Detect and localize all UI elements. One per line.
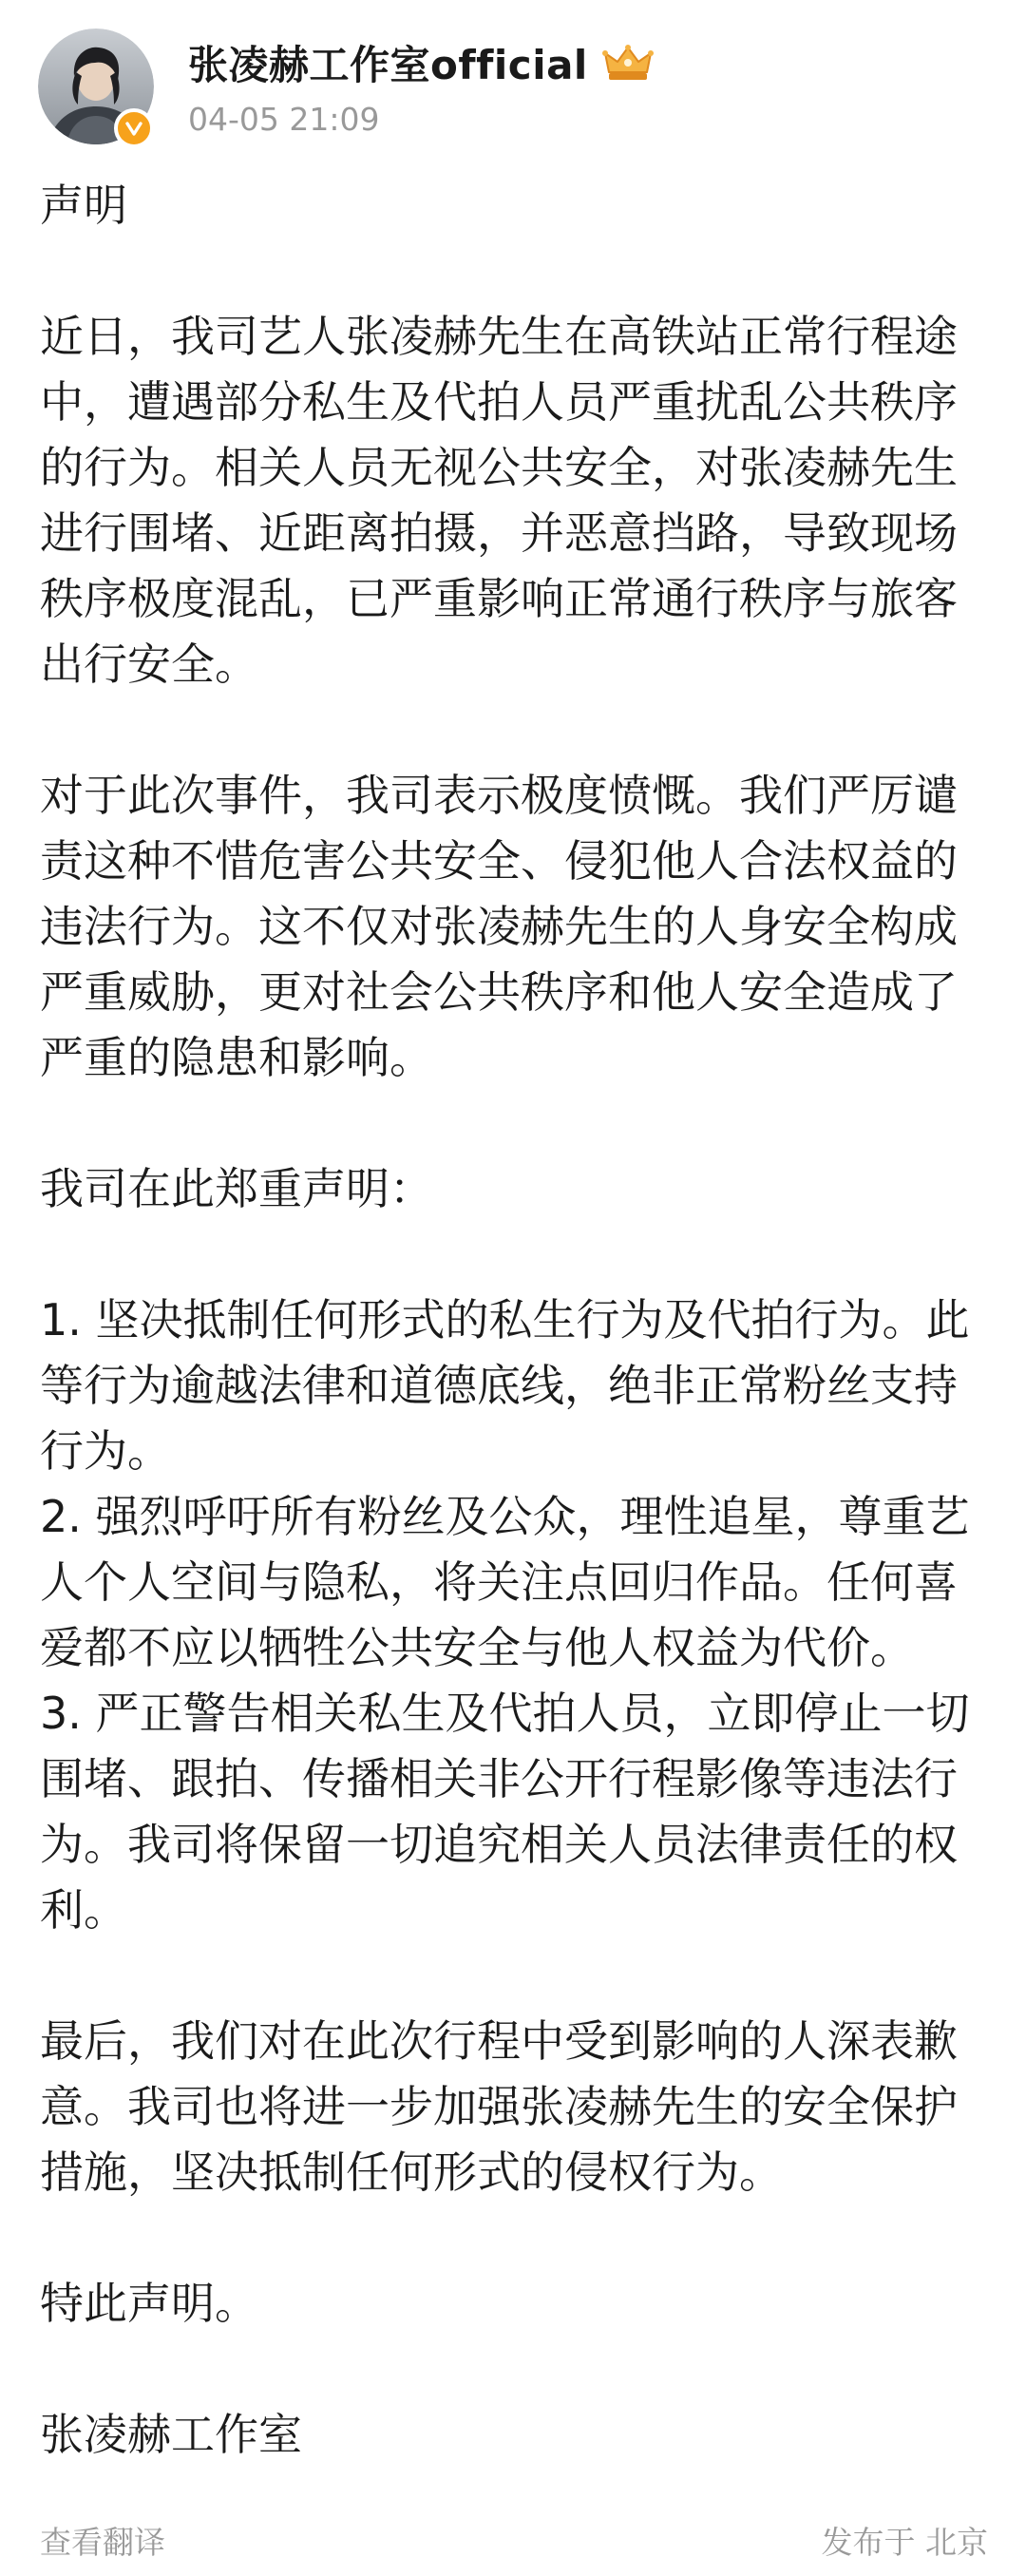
post-list-item: 1. 坚决抵制任何形式的私生行为及代拍行为。此等行为逾越法律和道德底线，绝非正常粉丝支持行为。 xyxy=(40,1294,970,1477)
user-name[interactable]: 张凌赫工作室official xyxy=(188,42,588,88)
post-list-item: 3. 严正警告相关私生及代拍人员，立即停止一切围堵、跟拍、传播相关非公开行程影像等违法行为。我司将保留一切追究相关人员法律责任的权利。 xyxy=(40,1688,970,1936)
paragraph-gap xyxy=(40,1943,990,2009)
post-paragraph: 近日，我司艺人张凌赫先生在高铁站正常行程途中，遭遇部分私生及代拍人员严重扰乱公共秩序的行为。相关人员无视公共安全，对张凌赫先生进行围堵、近距离拍摄，并恶意挡路，导致现场秩序极度混乱，已严重影响正常通行秩序与旅客出行安全。 xyxy=(40,311,958,690)
post-list-item: 2. 强烈呼吁所有粉丝及公众，理性追星，尊重艺人个人空间与隐私，将关注点回归作品。任何喜爱都不应以牺牲公共安全与他人权益为代价。 xyxy=(40,1491,970,1673)
paragraph-gap xyxy=(40,239,990,304)
paragraph-gap xyxy=(40,1091,990,1156)
user-name-row xyxy=(188,36,655,89)
verified-v-icon xyxy=(114,108,154,148)
post-signature: 张凌赫工作室 xyxy=(40,2409,302,2460)
avatar[interactable] xyxy=(38,29,154,144)
post-body xyxy=(40,173,990,2468)
paragraph-gap xyxy=(40,1222,990,1288)
post-time: 04-05 21:09 xyxy=(188,101,380,138)
post-paragraph: 我司在此郑重声明： xyxy=(40,1163,433,1214)
view-translation-link[interactable]: 查看翻译 xyxy=(40,2524,165,2561)
post-paragraph: 特此声明。 xyxy=(40,2278,258,2329)
post-footer xyxy=(40,2518,988,2566)
paragraph-gap xyxy=(40,2337,990,2402)
vip-crown-icon[interactable] xyxy=(601,42,655,84)
post-header xyxy=(38,29,988,152)
post-paragraph: 对于此次事件，我司表示极度愤慨。我们严厉谴责这种不惜危害公共安全、侵犯他人合法权益的违法行为。这不仅对张凌赫先生的人身安全构成严重威胁，更对社会公共秩序和他人安全造成了严重的隐患和影响。 xyxy=(40,770,958,1083)
post-paragraph: 声明 xyxy=(40,180,127,231)
post-paragraph: 最后，我们对在此次行程中受到影响的人深表歉意。我司也将进一步加强张凌赫先生的安全保护措施，坚决抵制任何形式的侵权行为。 xyxy=(40,2015,958,2198)
paragraph-gap xyxy=(40,2205,990,2271)
paragraph-gap xyxy=(40,697,990,763)
post-location: 发布于 北京 xyxy=(821,2524,988,2561)
